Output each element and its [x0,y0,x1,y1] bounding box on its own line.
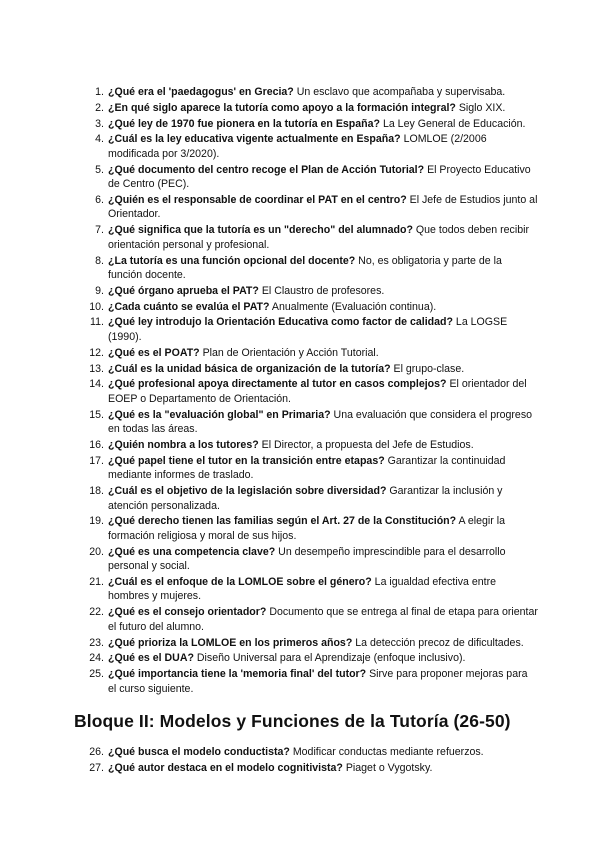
answer-text: Un desempeño imprescindible para el desarrollo personal y social. [108,545,506,573]
question-text: ¿Cada cuánto se evalúa el PAT? [108,300,270,313]
question-text: ¿Qué busca el modelo conductista? [108,746,290,758]
answer-text: Diseño Universal para el Aprendizaje (enfoque inclusivo). [196,652,466,665]
item-number: 21. [89,575,104,588]
item-number: 2. [95,101,104,114]
answer-text: El Proyecto Educativo de Centro (PEC). [108,163,531,191]
question-text: ¿Qué autor destaca en el modelo cognitivista? [108,761,343,774]
qa-item [86,408,538,437]
question-text: ¿Cuál es el objetivo de la legislación sobre diversidad? [108,485,387,498]
question-text: ¿Qué derecho tienen las familias según el Art. 27 de la Constitución? [108,515,457,528]
qa-item [86,605,538,634]
answer-text: Sirve para proponer mejoras para el curso siguiente. [108,668,528,695]
qa-item [86,300,538,315]
question-text: ¿Qué es el POAT? [108,346,200,359]
answer-text: El Director, a propuesta del Jefe de Estudios. [261,438,474,451]
answer-text: El orientador del EOEP o Departamento de Orientación. [108,378,527,405]
answer-text: Una evaluación que considera el progreso en todas las áreas. [108,408,533,436]
answer-text: Garantizar la inclusión y atención personalizada. [108,485,503,512]
item-number: 24. [89,652,104,665]
item-number: 8. [95,254,104,267]
question-text: ¿Qué significa que la tutoría es un "derecho" del alumnado? [108,224,413,237]
answer-text: El Jefe de Estudios junto al Orientador. [108,193,538,221]
qa-item [86,284,538,299]
question-text: ¿Qué es el DUA? [108,652,194,665]
item-number: 15. [89,408,104,421]
answer-text: Siglo XIX. [458,101,506,114]
question-text: ¿Quién nombra a los tutores? [108,438,259,451]
question-text: ¿Qué papel tiene el tutor en la transición entre etapas? [108,454,385,467]
question-list-block-2 [86,745,538,777]
question-text: ¿Cuál es la unidad básica de organización de la tutoría? [108,362,391,375]
question-text: ¿Qué es el consejo orientador? [108,606,267,619]
item-number: 12. [89,346,104,359]
answer-text: El grupo-clase. [393,362,465,375]
answer-text: A elegir la formación religiosa y moral de sus hijos. [108,515,505,542]
qa-item [86,761,538,776]
answer-text: No, es obligatoria y parte de la función docente. [108,254,502,282]
answer-text: Piaget o Vygotsky. [345,761,433,774]
qa-item [86,254,538,283]
qa-item [86,636,538,651]
qa-item [86,117,538,132]
qa-item [86,346,538,361]
question-text: ¿Qué profesional apoya directamente al tutor en casos complejos? [108,378,447,391]
item-number: 11. [90,316,104,329]
question-text: ¿Qué órgano aprueba el PAT? [108,284,259,297]
qa-item [86,484,538,513]
qa-item [86,377,538,406]
item-number: 17. [89,454,104,467]
answer-text: Un esclavo que acompañaba y supervisaba. [296,86,506,98]
item-number: 6. [95,193,104,206]
qa-item [86,101,538,116]
answer-text: La LOGSE (1990). [108,316,508,343]
item-number: 9. [95,284,104,297]
question-text: ¿Qué documento del centro recoge el Plan de Acción Tutorial? [108,163,425,176]
answer-text: LOMLOE (2/2006 modificada por 3/2020). [108,133,487,160]
qa-item [86,745,538,760]
item-number: 20. [89,545,104,558]
qa-item [86,438,538,453]
question-text: ¿Qué es una competencia clave? [108,545,276,558]
qa-item [86,223,538,252]
qa-item [86,315,538,344]
item-number: 4. [95,133,104,146]
qa-item [86,85,538,100]
qa-item [86,514,538,543]
section-title-bloque-2: Bloque II: Modelos y Funciones de la Tutoría (26-50) [74,711,511,731]
question-text: ¿Qué ley de 1970 fue pionera en la tutoría en España? [108,117,380,130]
question-text: ¿Qué era el 'paedagogus' en Grecia? [108,86,294,98]
qa-item [86,132,538,161]
qa-item [86,651,538,666]
question-text: ¿Qué ley introdujo la Orientación Educativa como factor de calidad? [108,316,453,329]
item-number: 18. [89,485,104,498]
answer-text: La Ley General de Educación. [382,117,526,130]
qa-item [86,667,538,696]
answer-text: Que todos deben recibir orientación personal y profesional. [108,224,529,251]
item-number: 5. [95,163,104,176]
item-number: 26. [89,746,104,758]
item-number: 27. [89,761,104,774]
qa-item [86,193,538,222]
question-text: ¿Cuál es el enfoque de la LOMLOE sobre el género? [108,575,372,588]
item-number: 7. [95,224,104,237]
answer-text: Modificar conductas mediante refuerzos. [292,746,484,758]
answer-text: Anualmente (Evaluación continua). [271,300,437,313]
qa-item [86,163,538,192]
item-number: 10. [89,300,104,313]
question-text: ¿Cuál es la ley educativa vigente actualmente en España? [108,133,401,146]
question-list-block-1 [86,85,538,697]
answer-text: Plan de Orientación y Acción Tutorial. [202,346,379,359]
item-number: 13. [89,362,104,375]
answer-text: Garantizar la continuidad mediante informes de traslado. [108,454,506,482]
qa-item [86,545,538,574]
qa-item [86,362,538,377]
item-number: 23. [89,636,104,649]
item-number: 14. [89,378,104,391]
item-number: 16. [89,438,104,451]
item-number: 1. [95,86,104,98]
item-number: 19. [89,515,104,528]
question-text: ¿La tutoría es una función opcional del docente? [108,254,356,267]
qa-item [86,575,538,604]
question-text: ¿Qué es la "evaluación global" en Primaria? [108,408,331,421]
question-text: ¿En qué siglo aparece la tutoría como apoyo a la formación integral? [108,101,456,114]
item-number: 22. [89,606,104,619]
answer-text: Documento que se entrega al final de etapa para orientar el futuro del alumno. [108,606,538,633]
question-text: ¿Quién es el responsable de coordinar el PAT en el centro? [108,193,407,206]
question-text: ¿Qué importancia tiene la 'memoria final' del tutor? [108,668,367,681]
item-number: 25. [89,668,104,681]
answer-text: El Claustro de profesores. [261,284,385,297]
question-text: ¿Qué prioriza la LOMLOE en los primeros años? [108,636,353,649]
answer-text: La detección precoz de dificultades. [355,636,524,649]
item-number: 3. [95,117,104,130]
qa-item [86,454,538,483]
answer-text: La igualdad efectiva entre hombres y mujeres. [108,575,496,603]
